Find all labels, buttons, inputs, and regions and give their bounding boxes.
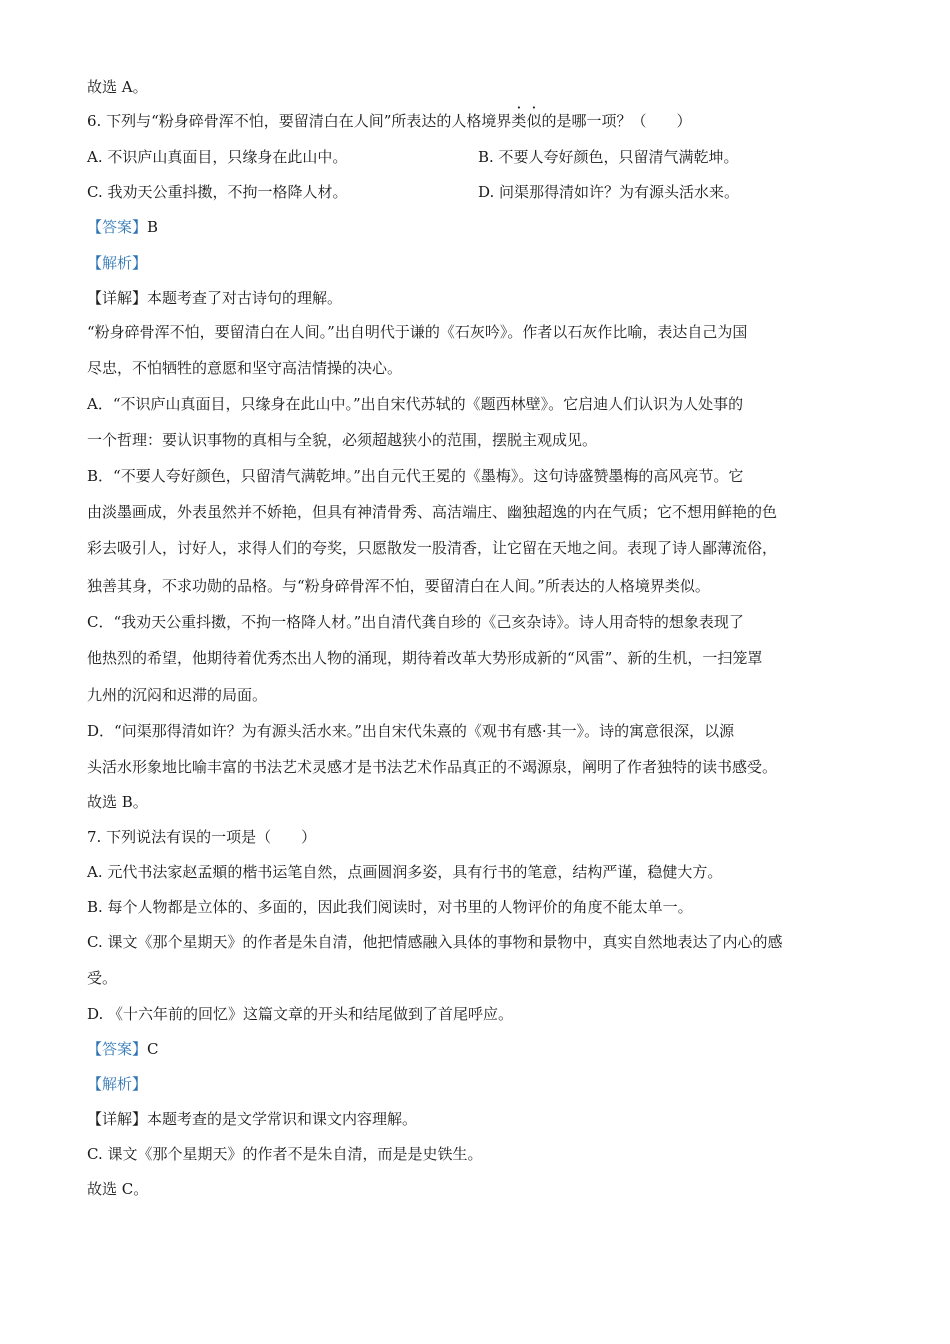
q6-para-b-line-2: 由淡墨画成，外表虽然并不娇艳，但具有神清骨秀、高洁端庄、幽独超逸的内在气质；它不想用鲜艳的色 [87, 503, 778, 521]
q7-option-d: D. 《十六年前的回忆》这篇文章的开头和结尾做到了首尾呼应。 [87, 1005, 514, 1023]
q6-para-c-line-1: C．“我劝天公重抖擞，不拘一格降人材。”出自清代龚自珍的《己亥杂诗》。诗人用奇特的想象表现了 [87, 613, 744, 631]
q6-conclusion: 故选 B。 [87, 793, 148, 811]
q6-stem-after: 的是哪一项？（ ） [541, 112, 692, 130]
q7-option-b: B. 每个人物都是立体的、多面的，因此我们阅读时，对书里的人物评价的角度不能太单一。 [87, 898, 693, 916]
q6-para-d-line-1: D．“问渠那得清如许？为有源头活水来。”出自宋代朱熹的《观书有感·其一》。诗的寓意很深，以源 [87, 722, 735, 740]
q6-answer [87, 217, 864, 237]
q7-option-c-line-2: 受。 [87, 969, 118, 987]
q7-answer-tag: 【答案】 [87, 1040, 148, 1058]
q6-para-b-line-1: B．“不要人夸好颜色，只留清气满乾坤。”出自元代王冕的《墨梅》。这句诗盛赞墨梅的高风亮节。它 [87, 467, 744, 485]
q6-option-b: B. 不要人夸好颜色，只留清气满乾坤。 [478, 148, 739, 166]
q5-conclusion: 故选 A。 [87, 78, 148, 96]
q6-detail [87, 288, 864, 308]
q7-answer [87, 1039, 864, 1059]
q6-stem-before: 6. 下列与“粉身碎骨浑不怕，要留清白在人间”所表达的人格境界 [87, 112, 512, 130]
q7-conclusion: 故选 C。 [87, 1180, 149, 1198]
q7-option-a: A. 元代书法家赵孟頫的楷书运笔自然，点画圆润多姿，具有行书的笔意，结构严谨，稳健大方。 [87, 863, 723, 881]
q6-para-c-line-3: 九州的沉闷和迟滞的局面。 [87, 686, 268, 704]
q7-detail [87, 1109, 864, 1129]
q7-detail-text: 本题考查的是文学常识和课文内容理解。 [147, 1110, 418, 1128]
q6-detail-text: 本题考查了对古诗句的理解。 [147, 289, 343, 307]
q7-option-c-line-1: C. 课文《那个星期天》的作者是朱自清，他把情感融入具体的事物和景物中，真实自然地表达了内心的感 [87, 933, 783, 951]
q7-explanation: C. 课文《那个星期天》的作者不是朱自清，而是是史铁生。 [87, 1145, 483, 1163]
q7-answer-value: C [147, 1040, 159, 1058]
q6-para-b-line-3: 彩去吸引人，讨好人，求得人们的夸奖，只愿散发一股清香，让它留在天地之间。表现了诗人鄙薄流俗， [87, 539, 778, 557]
q6-para-a-line-2: 一个哲理：要认识事物的真相与全貌，必须超越狭小的范围，摆脱主观成见。 [87, 431, 598, 449]
q6-detail-tag: 【详解】 [87, 289, 148, 307]
q6-stem [87, 111, 864, 131]
q6-para-intro-line-2: 尽忠，不怕牺牲的意愿和坚守高洁情操的决心。 [87, 359, 403, 377]
q6-para-c-line-2: 他热烈的希望，他期待着优秀杰出人物的涌现，期待着改革大势形成新的“风雷”、新的生机，一扫笼罩 [87, 649, 763, 667]
q6-stem-emph-2: 似 [526, 112, 542, 130]
q6-para-intro-line-1: “粉身碎骨浑不怕，要留清白在人间。”出自明代于谦的《石灰吟》。作者以石灰作比喻，表达自己为国 [87, 323, 748, 341]
q7-analysis-tag: 【解析】 [87, 1075, 148, 1093]
q6-stem-emph-1: 类 [511, 112, 527, 130]
q6-answer-value: B [147, 218, 159, 236]
q6-analysis-tag: 【解析】 [87, 254, 148, 272]
q6-option-c: C. 我劝天公重抖擞，不拘一格降人材。 [87, 183, 348, 201]
q6-para-d-line-2: 头活水形象地比喻丰富的书法艺术灵感才是书法艺术作品真正的不竭源泉，阐明了作者独特的读书感受。 [87, 758, 778, 776]
q6-para-b-line-4: 独善其身，不求功勋的品格。与“粉身碎骨浑不怕，要留清白在人间。”所表达的人格境界类似。 [87, 577, 710, 595]
q7-detail-tag: 【详解】 [87, 1110, 148, 1128]
q6-option-d: D. 问渠那得清如许？为有源头活水来。 [478, 183, 740, 201]
q6-answer-tag: 【答案】 [87, 218, 148, 236]
q7-stem: 7. 下列说法有误的一项是（ ） [87, 828, 317, 846]
q6-para-a-line-1: A．“不识庐山真面目，只缘身在此山中。”出自宋代苏轼的《题西林壁》。它启迪人们认识为人处事的 [87, 395, 744, 413]
q6-option-a: A. 不识庐山真面目，只缘身在此山中。 [87, 148, 348, 166]
